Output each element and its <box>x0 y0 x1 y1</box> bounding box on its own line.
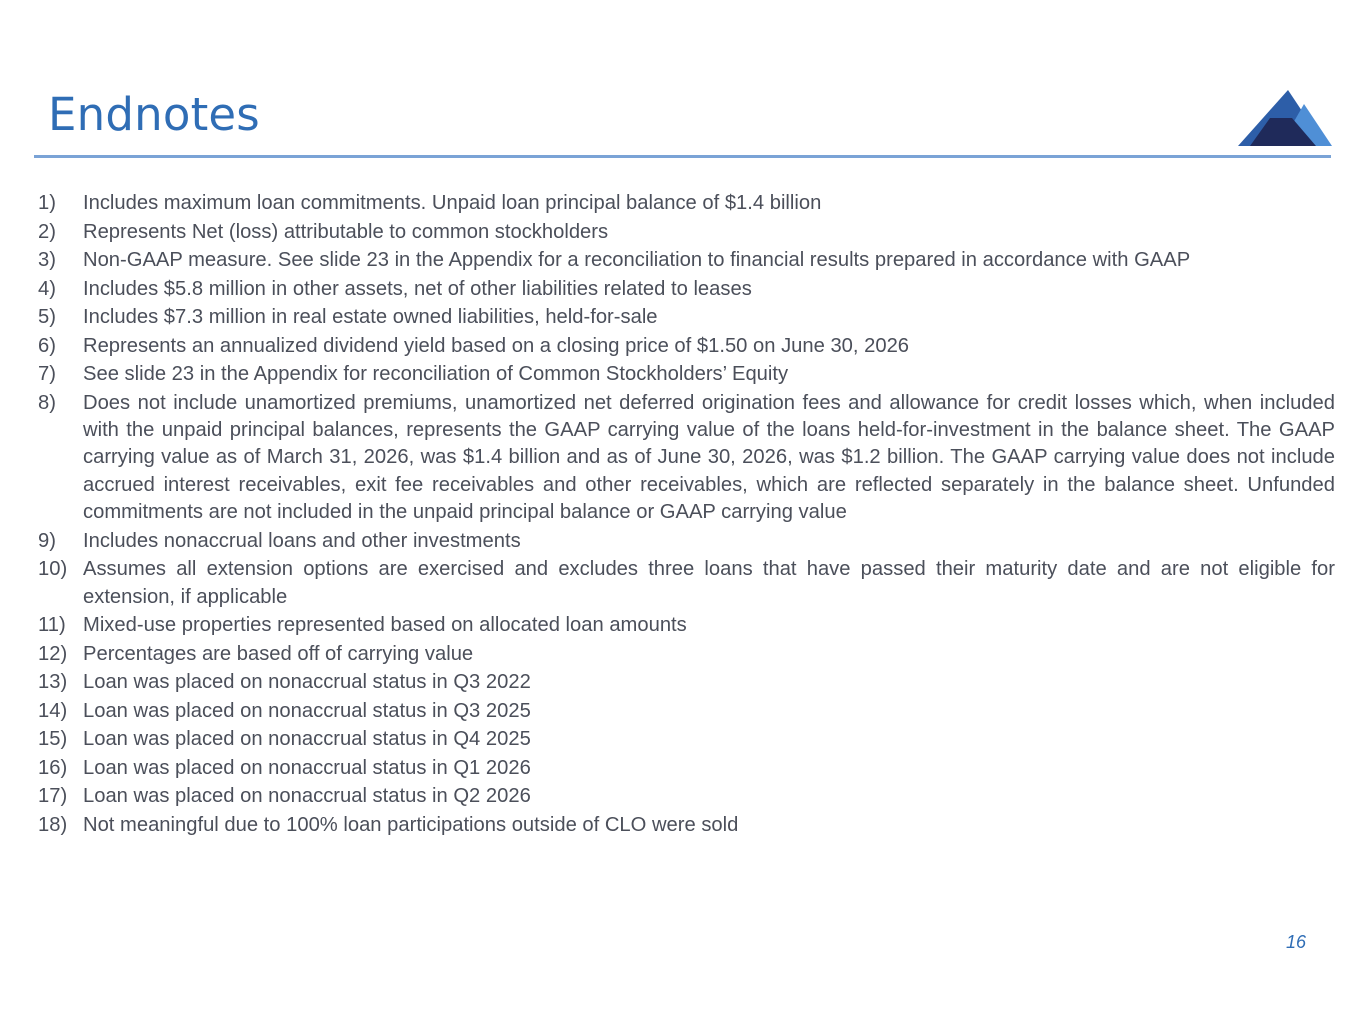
title-divider <box>34 155 1331 158</box>
endnote-number: 12) <box>38 642 68 665</box>
mountain-logo-icon <box>1236 88 1332 148</box>
endnote-number: 5) <box>38 306 56 328</box>
endnote-text: Includes $7.3 million in real estate owned liabilities, held-for-sale <box>83 306 658 328</box>
endnote-text: Non-GAAP measure. See slide 23 in the Appendix for a reconciliation to financial results prepared in accordance with GAAP <box>83 249 1191 271</box>
endnote-number: 15) <box>38 728 68 751</box>
endnote-text: Loan was placed on nonaccrual status in Q1 2026 <box>83 756 531 779</box>
endnotes-list <box>38 190 1335 840</box>
endnote-number: 11) <box>38 614 66 637</box>
endnote-number: 8) <box>38 391 56 414</box>
endnote-text: Includes $5.8 million in other assets, net of other liabilities related to leases <box>83 277 752 300</box>
endnote-text: See slide 23 in the Appendix for reconciliation of Common Stockholders’ Equity <box>83 363 789 385</box>
endnote-text: Does not include unamortized premiums, unamortized net deferred origination fees and allowance for credit losses which, when included with the unpaid principal balances, represents the GAAP carrying value of the loans held-for-investment in the balance sheet. The GAAP carrying value as of March 31, 2026, was $1.4 billion and as of June 30, 2026, was $1.2 billion. The GAAP carrying value does not include accrued interest receivables, exit fee receivables and other receivables, which are reflected separately in the balance sheet. Unfunded commitments are not included in the unpaid principal balance or GAAP carrying value <box>83 391 1335 524</box>
endnote-text: Not meaningful due to 100% loan participations outside of CLO were sold <box>83 813 739 836</box>
endnote-text: Percentages are based off of carrying value <box>83 642 474 665</box>
endnote-text: Loan was placed on nonaccrual status in Q4 2025 <box>83 728 531 751</box>
endnote-number: 1) <box>38 192 56 214</box>
endnote-item <box>38 612 1335 639</box>
endnote-item <box>38 783 1335 810</box>
endnote-text: Represents an annualized dividend yield based on a closing price of $1.50 on June 30, 2026 <box>83 334 910 357</box>
endnote-number: 9) <box>38 529 56 552</box>
page-number: 16 <box>1285 932 1306 952</box>
endnote-number: 10) <box>38 558 68 581</box>
endnote-text: Loan was placed on nonaccrual status in Q3 2025 <box>83 699 531 722</box>
endnote-text: Mixed-use properties represented based on allocated loan amounts <box>83 614 687 637</box>
endnote-number: 2) <box>38 220 56 243</box>
endnote-number: 16) <box>38 756 68 779</box>
page-title: Endnotes <box>48 88 260 141</box>
endnote-item <box>38 190 1335 217</box>
endnote-item <box>38 812 1335 839</box>
endnote-item <box>38 528 1335 555</box>
endnote-item <box>38 698 1335 725</box>
endnote-text: Assumes all extension options are exercised and excludes three loans that have passed their maturity date and are not eligible for extension, if applicable <box>83 558 1335 608</box>
endnote-number: 4) <box>38 277 56 300</box>
endnote-item <box>38 361 1335 388</box>
endnote-number: 7) <box>38 363 56 385</box>
endnote-text: Includes maximum loan commitments. Unpaid loan principal balance of $1.4 billion <box>83 192 822 214</box>
endnote-item <box>38 276 1335 303</box>
endnote-number: 17) <box>38 785 68 808</box>
endnote-item <box>38 247 1335 274</box>
endnote-number: 18) <box>38 813 68 836</box>
endnote-item <box>38 755 1335 782</box>
endnote-text: Represents Net (loss) attributable to common stockholders <box>83 220 609 243</box>
endnote-number: 3) <box>38 249 56 271</box>
endnote-item <box>38 219 1335 246</box>
endnote-item <box>38 726 1335 753</box>
endnote-text: Includes nonaccrual loans and other investments <box>83 529 521 552</box>
endnote-item <box>38 641 1335 668</box>
endnote-number: 14) <box>38 699 68 722</box>
endnote-item <box>38 669 1335 696</box>
endnote-item <box>38 304 1335 331</box>
endnote-number: 6) <box>38 334 56 357</box>
endnote-item <box>38 390 1335 527</box>
endnote-item <box>38 556 1335 611</box>
endnote-text: Loan was placed on nonaccrual status in Q2 2026 <box>83 785 531 808</box>
endnote-text: Loan was placed on nonaccrual status in Q3 2022 <box>83 671 531 694</box>
endnote-item <box>38 333 1335 360</box>
endnote-number: 13) <box>38 671 68 694</box>
